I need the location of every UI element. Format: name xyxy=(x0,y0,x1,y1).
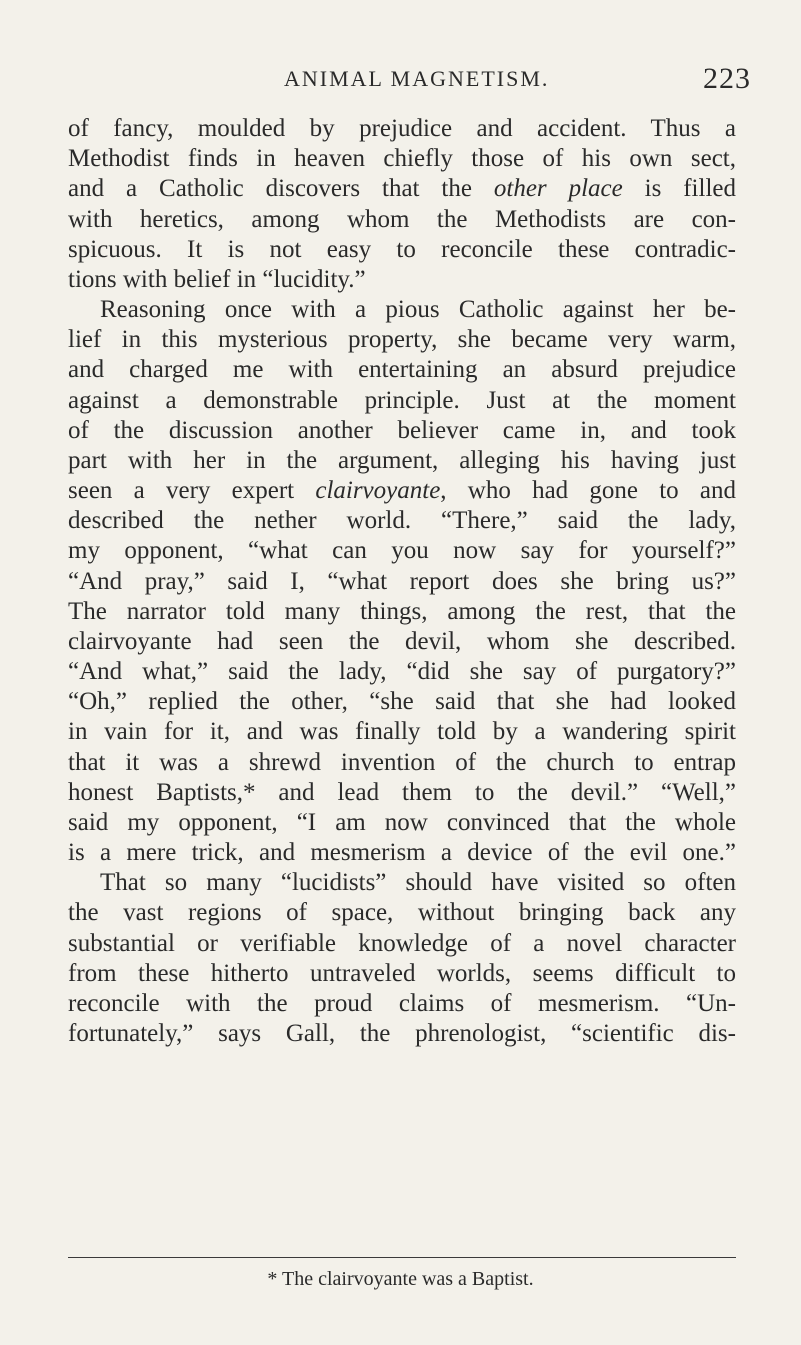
text-line: honest Baptists,* and lead them to the devil.” “Well,” xyxy=(68,778,736,806)
text-line: spicuous. It is not easy to reconcile these contradic- xyxy=(68,235,736,263)
text-line: said my opponent, “I am now convinced that the whole xyxy=(68,808,736,836)
text-line: and charged me with entertaining an absurd prejudice xyxy=(68,356,736,384)
text-line: “And pray,” said I, “what report does she bring us?” xyxy=(68,567,736,595)
footnote-rule xyxy=(68,1257,736,1258)
text-line: my opponent, “what can you now say for yourself?” xyxy=(68,537,736,565)
text-line: is a mere trick, and mesmerism a device of the evil one.” xyxy=(68,839,736,867)
text-line: against a demonstrable principle. Just at the moment xyxy=(68,386,736,414)
page-number: 223 xyxy=(703,62,751,95)
text-line: fortunately,” says Gall, the phrenologist, “scientific dis- xyxy=(68,1020,736,1048)
text-line xyxy=(68,174,736,204)
text-line: reconcile with the proud claims of mesmerism. “Un- xyxy=(68,989,736,1017)
text-line: of the discussion another believer came in, and took xyxy=(68,416,736,444)
text-line: lief in this mysterious property, she became very warm, xyxy=(68,326,736,354)
text-line: described the nether world. “There,” said the lady, xyxy=(68,507,736,535)
running-title: ANIMAL MAGNETISM. xyxy=(284,66,550,91)
paragraph-start-line: Reasoning once with a pious Catholic against her be- xyxy=(100,296,736,324)
text-line: “And what,” said the lady, “did she say of purgatory?” xyxy=(68,658,736,686)
text-run: is filled xyxy=(622,175,736,203)
text-line: Methodist finds in heaven chiefly those of his own sect, xyxy=(68,145,736,173)
footnote: * The clairvoyante was a Baptist. xyxy=(267,1268,534,1290)
text-line: in vain for it, and was finally told by a wandering spirit xyxy=(68,718,736,746)
text-run: and a Catholic discovers that the xyxy=(68,175,494,203)
text-line: that it was a shrewd invention of the church to entrap xyxy=(68,748,736,776)
text-run: , who had gone to and xyxy=(440,477,736,505)
text-run: seen a very expert xyxy=(68,477,316,505)
running-head xyxy=(0,62,801,98)
text-line: part with her in the argument, alleging his having just xyxy=(68,446,736,474)
text-line xyxy=(68,476,736,506)
italic-phrase: clairvoyante xyxy=(315,477,441,505)
text-line: with heretics, among whom the Methodists are con- xyxy=(68,205,736,233)
text-line: The narrator told many things, among the rest, that the xyxy=(68,597,736,625)
text-line: of fancy, moulded by prejudice and accident. Thus a xyxy=(68,115,736,142)
paragraph-start-line: That so many “lucidists” should have visited so often xyxy=(100,869,736,897)
text-line: from these hitherto untraveled worlds, seems difficult to xyxy=(68,959,736,987)
body-text xyxy=(68,114,736,1049)
text-line: tions with belief in “lucidity.” xyxy=(68,265,366,293)
text-line: “Oh,” replied the other, “she said that she had looked xyxy=(68,688,736,716)
italic-phrase: other place xyxy=(493,175,623,203)
text-line: substantial or verifiable knowledge of a novel character xyxy=(68,929,736,957)
text-line: clairvoyante had seen the devil, whom she described. xyxy=(68,627,736,655)
text-line: the vast regions of space, without bringing back any xyxy=(68,899,736,927)
